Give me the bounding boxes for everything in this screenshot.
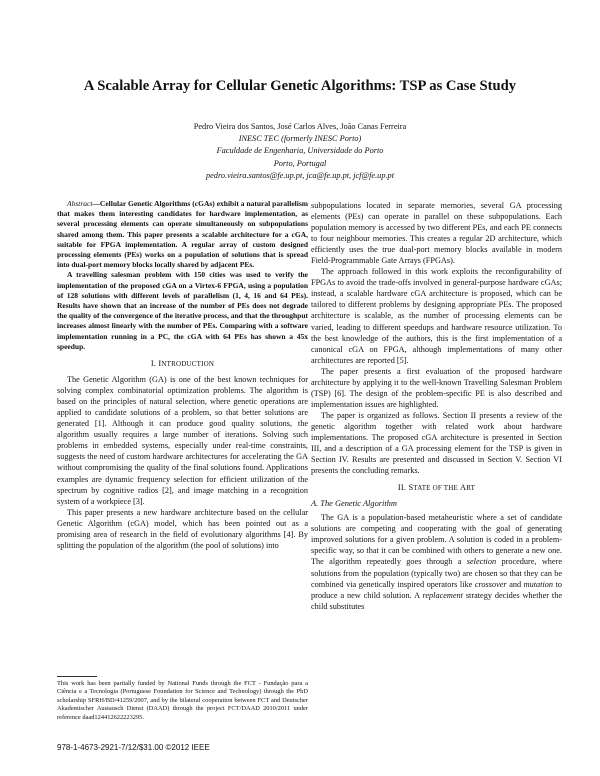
section-heading-state-of-the-art: II. STATE OF THE ART <box>397 483 476 493</box>
footnote-rule <box>57 676 97 677</box>
abstract <box>57 199 308 352</box>
right-column <box>311 200 562 612</box>
author-emails: pedro.vieira.santos@fe.up.pt, jca@fe.up.pt, jcf@fe.up.pt <box>205 170 395 180</box>
intro-paragraph-5: The paper presents a first evaluation of the proposed hardware architecture by applying it to the well-known Travelling Salesman Problem (TSP) [6]. The design of the problem-specific PE is also described and implementation issues are highlighted. <box>311 366 562 409</box>
abstract-paragraph-2: A travelling salesman problem with 150 cities was used to verify the implementation of the proposed cGA on a Virtex-6 FPGA, using a population of 128 solutions with different levels of parallelism (1, 4, 16 and 64 PEs). Results have shown that an increase of the number of PEs does not degrade the quality of the convergence of the iterative process, and that the throughput increases almost linearly with the number of PEs. Comparing with a software implementation running in a PC, the cGA with 64 PEs has shown a 45x speedup. <box>57 270 308 351</box>
isbn-copyright: 978-1-4673-2921-7/12/$31.00 ©2012 IEEE <box>57 743 210 752</box>
abstract-label: Abstract <box>67 199 93 208</box>
paper-title: A Scalable Array for Cellular Genetic Algorithms: TSP as Case Study <box>83 78 517 94</box>
section-heading-introduction: I. INTRODUCTION <box>150 359 215 369</box>
intro-paragraph-2: This paper presents a new hardware architecture based on the cellular Genetic Algorithm (cGA) model, which has been pointed out as a promising area of research in the field of evolutionary algorithms [4]. By splitting the population of the algorithm (the pool of solutions) into <box>57 507 308 550</box>
footnote: This work has been partially funded by National Funds through the FCT - Fundação para a Ciência e a Tecnologia (Portuguese Foundation for Science and Technology) through the PhD scholarship SFRH/BD/41259/2007, and by the bilateral cooperation between FCT and Deutscher Akademischer Austausch Dienst (DAAD) through the project FCT/DAAD 2010/2011 under reference daad124412622223295. <box>57 680 308 721</box>
author-block <box>140 121 460 182</box>
subsection-heading-genetic-algorithm: A. The Genetic Algorithm <box>311 499 397 509</box>
intro-paragraph-1: The Genetic Algorithm (GA) is one of the best known techniques for solving complex combinatorial optimization problems. The algorithm is based on the principles of natural selection, where genetic operations are applied to candidate solutions of a problem, so that better solutions are generated [1]. Although it can produce good quality solutions, the algorithm usually requires a large number of iterations. Solving such problems in embedded systems, especially under real-time constraints, suggests the need of custom hardware architectures for accelerating the GA without compromising the quality of the final solutions found. Applications examples are dynamic frequency selection for efficient utilization of the spectrum by cognitive radios [2], and image matching in a recognition system of a workpiece [3]. <box>57 375 308 506</box>
intro-paragraph-6: The paper is organized as follows. Section II presents a review of the genetic algorithm together with related work about hardware implementations. The proposed cGA architecture is presented in Section III, and a description of a GA processing element for the TSP is given in Section IV. Results are presented and discussed in Section V. Section VI presents the concluding remarks. <box>311 410 562 476</box>
intro-paragraph-4: The approach followed in this work exploits the reconfigurability of FPGAs to avoid the trade-offs involved in general-purpose hardware cGAs; instead, a scalable hardware cGA architecture is proposed, which can be tailored to different problems by designing appropriate PEs. The proposed architecture is scalable, as the number of processing elements can be varied, leading to different speedups and hardware resource utilization. To the best knowledge of the authors, this is the first implementation of a canonical cGA on FPGA, although implementations of many other architectures are reported [5]. <box>311 267 562 365</box>
left-column <box>57 199 308 551</box>
affiliation-2: Faculdade de Engenharia, Universidade do Porto <box>216 146 384 156</box>
affiliation-3: Porto, Portugal <box>273 158 327 168</box>
affiliation-1: INESC TEC (formerly INESC Porto) <box>238 134 362 144</box>
ga-paragraph-1: The GA is a population-based metaheuristic where a set of candidate solutions are competing and cooperating with the goal of generating improved solutions for a given problem. A solution is coded in a problem-specific way, so that it can be combined with others to generate a new one. The algorithm repeatedly goes through a selection procedure, where solutions from the population (typically two) are chosen so that they can be combined via genetically inspired operators like crossover and mutation to produce a new child solution. A replacement strategy decides whether the child substitutes <box>311 513 562 611</box>
abstract-dash: — <box>92 199 100 208</box>
abstract-paragraph-1: Cellular Genetic Algorithms (cGAs) exhibit a natural parallelism that makes them interesting candidates for hardware implementation, as several processing elements can operate simultaneously on subpopulations shared among them. This paper presents a scalable architecture for a cGA, suitable for FPGA implementation. A regular array of custom designed processing elements (PEs) works on a population of solutions that is spread into dual-port memory blocks locally shared by adjacent PEs. <box>57 199 308 270</box>
author-names: Pedro Vieira dos Santos, José Carlos Alves, João Canas Ferreira <box>193 122 407 131</box>
intro-paragraph-3: subpopulations located in separate memories, several GA processing elements (PEs) can operate in parallel on these subpopulations. Each population memory is accessed by two different PEs, and each PE connects to four neighbour memories. This creates a regular 2D architecture, which efficiently uses the true dual-port memory blocks available in modern Field-Programmable Gate Arrays (FPGAs). <box>311 201 562 266</box>
